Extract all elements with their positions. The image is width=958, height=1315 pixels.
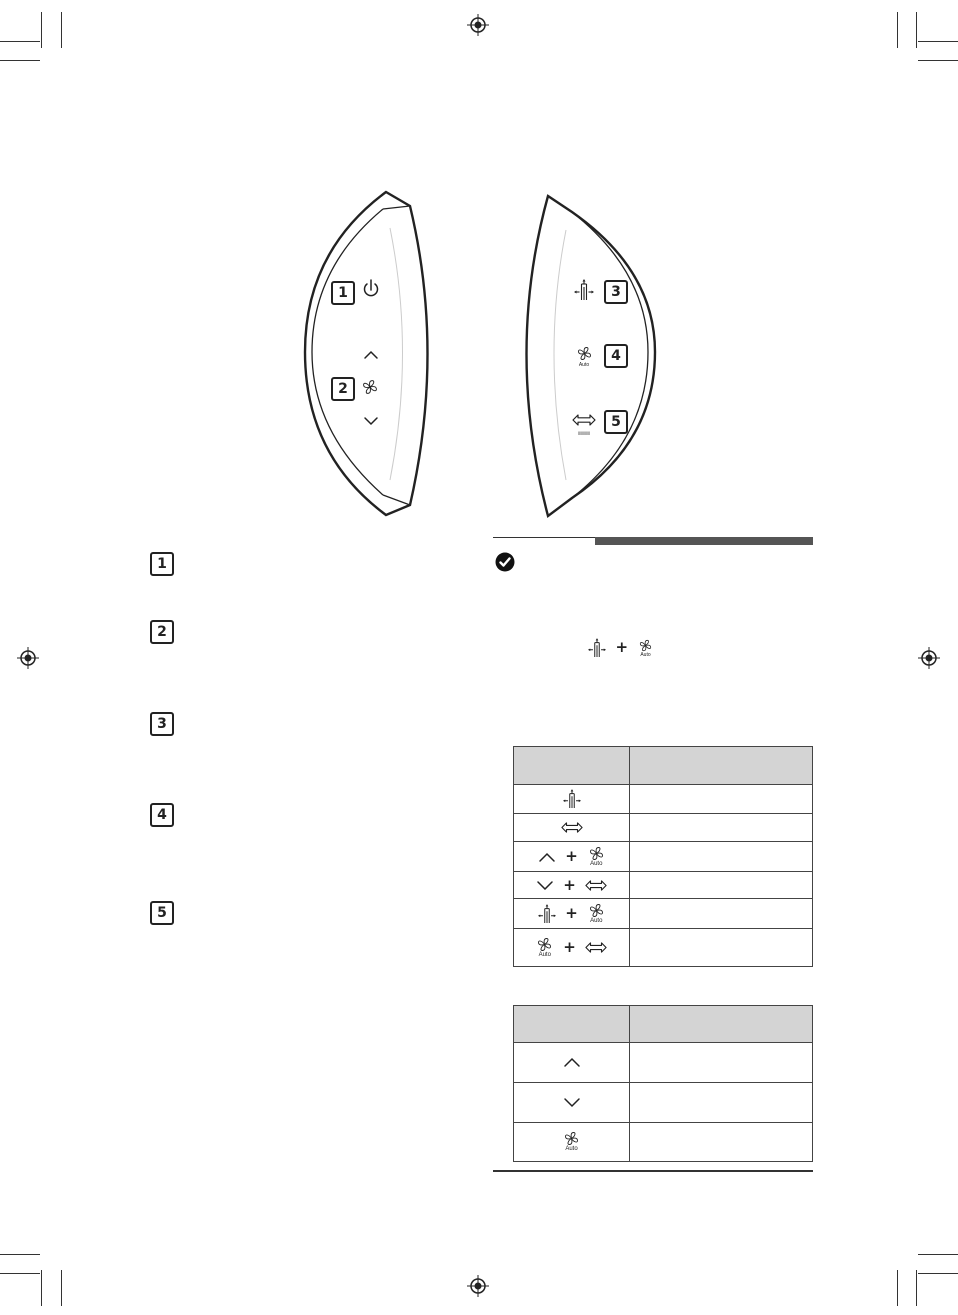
list-badge-5: 5 — [150, 901, 174, 925]
vertical-airflow-icon — [588, 637, 606, 659]
svg-text:Auto: Auto — [578, 362, 590, 368]
table-row — [514, 814, 813, 842]
fan-auto-icon — [587, 846, 605, 868]
horizontal-airflow-icon — [585, 879, 607, 892]
callout-badge-4: 4 — [604, 344, 628, 368]
table-row — [514, 929, 813, 967]
fan-auto-icon — [563, 1131, 581, 1153]
table-row — [514, 899, 813, 929]
chevron-down-icon — [536, 879, 554, 891]
crop-mark — [918, 41, 958, 42]
note-bottom-rule — [493, 1170, 813, 1172]
crop-mark — [41, 12, 42, 48]
table-header-cell — [630, 747, 813, 785]
callout-badge-1: 1 — [331, 281, 355, 305]
crop-mark — [0, 1254, 40, 1255]
button-combination-table — [513, 746, 813, 967]
callout-badge-3: 3 — [604, 280, 628, 304]
crop-mark — [0, 60, 40, 61]
registration-mark-icon — [467, 14, 489, 36]
crop-mark — [897, 12, 898, 48]
callout-badge-2: 2 — [331, 377, 355, 401]
table-header-cell — [630, 1006, 813, 1043]
crop-mark — [918, 1273, 958, 1274]
table-row — [514, 842, 813, 872]
vertical-airflow-icon — [538, 903, 556, 925]
table-row — [514, 785, 813, 814]
crop-mark — [61, 12, 62, 48]
table-row — [514, 1083, 813, 1123]
note-button-combo — [588, 637, 653, 659]
chevron-down-icon — [563, 1096, 581, 1108]
list-badge-2: 2 — [150, 620, 174, 644]
crop-mark — [918, 60, 958, 61]
fan-auto-icon — [637, 639, 653, 658]
fan-auto-label: Auto — [590, 917, 603, 924]
crop-mark — [61, 1270, 62, 1306]
table-header-cell — [514, 747, 630, 785]
registration-mark-icon — [467, 1275, 489, 1297]
list-badge-4: 4 — [150, 803, 174, 827]
plus-sign: + — [563, 875, 576, 894]
vertical-airflow-icon — [563, 788, 581, 810]
single-button-table — [513, 1005, 813, 1162]
checkmark-icon — [495, 552, 515, 572]
table-header-cell — [514, 1006, 630, 1043]
table-row — [514, 872, 813, 899]
crop-mark — [0, 1273, 40, 1274]
note-header-bar — [595, 537, 813, 545]
crop-mark — [916, 12, 917, 48]
fan-auto-label: Auto — [538, 951, 551, 958]
plus-sign: + — [565, 903, 578, 922]
registration-mark-icon — [17, 647, 39, 669]
plus-sign: + — [615, 638, 629, 657]
table-row — [514, 1123, 813, 1162]
chevron-up-icon — [538, 851, 556, 863]
fan-auto-icon — [587, 903, 605, 925]
chevron-up-icon — [563, 1056, 581, 1068]
table-row — [514, 1043, 813, 1083]
svg-text:ⅢⅢⅢⅢ: ⅢⅢⅢⅢ — [577, 431, 591, 436]
crop-mark — [918, 1254, 958, 1255]
crop-mark — [0, 41, 40, 42]
registration-mark-icon — [918, 647, 940, 669]
callout-badge-5: 5 — [604, 410, 628, 434]
horizontal-airflow-icon — [561, 821, 583, 834]
horizontal-airflow-icon — [585, 941, 607, 954]
crop-mark — [897, 1270, 898, 1306]
list-badge-3: 3 — [150, 712, 174, 736]
list-badge-1: 1 — [150, 552, 174, 576]
plus-sign: + — [565, 846, 578, 865]
fan-auto-label: Auto — [590, 860, 603, 867]
fan-auto-icon — [536, 937, 554, 959]
fan-auto-label: Auto — [565, 1146, 578, 1152]
crop-mark — [916, 1270, 917, 1306]
plus-sign: + — [563, 937, 576, 956]
crop-mark — [41, 1270, 42, 1306]
fan-auto-label: Auto — [640, 651, 651, 658]
